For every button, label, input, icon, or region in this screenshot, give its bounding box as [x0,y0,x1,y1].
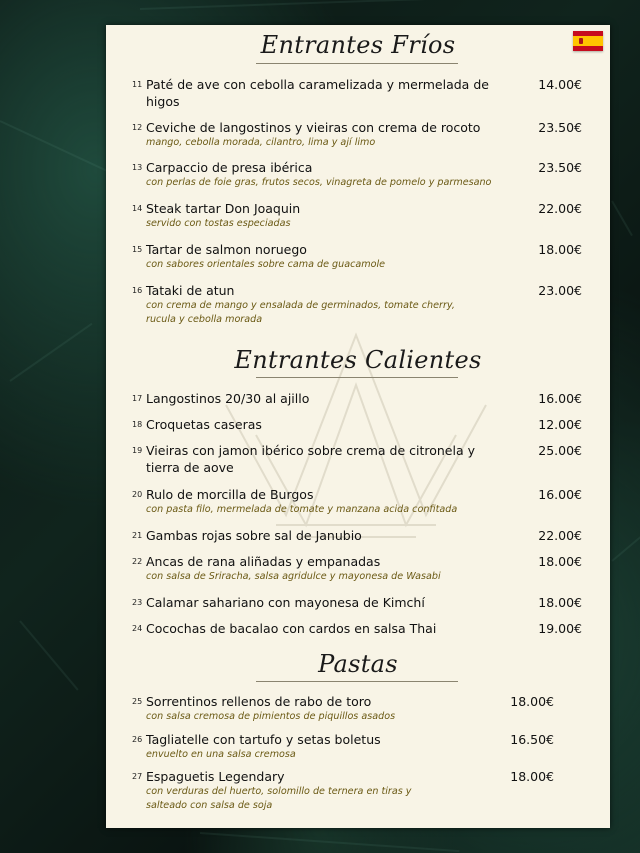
item-price: 18.00€ [538,242,582,257]
item-price: 23.50€ [538,160,582,175]
item-price: 16.00€ [538,487,582,502]
item-name: Paté de ave con cebolla caramelizada y mermelada de higos [146,77,489,109]
item-price: 16.00€ [538,391,582,406]
item-price: 25.00€ [538,443,582,458]
item-number: 25 [132,697,143,706]
item-price: 22.00€ [538,201,582,216]
item-name: Croquetas caseras [146,417,262,432]
item-price: 19.00€ [538,621,582,636]
item-number: 20 [132,490,143,499]
item-name: Tartar de salmon noruego [146,242,307,257]
item-price: 16.50€ [510,732,554,747]
marble-vein [140,0,440,10]
item-description: servido con tostas especiadas [146,218,291,229]
item-number: 24 [132,624,143,633]
title-underline [256,377,458,378]
item-number: 21 [132,531,143,540]
item-number: 14 [132,204,143,213]
item-price: 18.00€ [510,694,554,709]
item-description: con verduras del huerto, solomillo de ternera en tiras y salteado con salsa de soja [146,786,412,811]
item-number: 23 [132,598,143,607]
item-price: 18.00€ [538,554,582,569]
marble-vein [611,535,640,562]
section-title-entrantes-frios: Entrantes Fríos [260,31,456,59]
marble-vein [0,120,109,173]
item-name: Carpaccio de presa ibérica [146,160,313,175]
item-number: 27 [132,772,143,781]
item-description: con perlas de foie gras, frutos secos, vinagreta de pomelo y parmesano [146,177,492,188]
item-price: 22.00€ [538,528,582,543]
item-number: 19 [132,446,143,455]
item-price: 12.00€ [538,417,582,432]
item-price: 14.00€ [538,77,582,92]
item-description: con salsa de Sriracha, salsa agridulce y mayonesa de Wasabi [146,571,441,582]
item-description: mango, cebolla morada, cilantro, lima y ají limo [146,137,376,148]
item-number: 13 [132,163,143,172]
section-title-pastas: Pastas [318,650,398,678]
item-description: con crema de mango y ensalada de germinados, tomate cherry, rucula y cebolla morada [146,300,455,325]
marble-vein [9,323,92,382]
marble-vein [611,201,633,237]
item-number: 16 [132,286,143,295]
item-number: 12 [132,123,143,132]
item-name: Gambas rojas sobre sal de Janubio [146,528,362,543]
title-underline [256,63,458,64]
item-price: 23.50€ [538,120,582,135]
marble-vein [200,832,460,852]
marble-vein [19,620,78,690]
item-description: con pasta filo, mermelada de tomate y manzana acida confitada [146,504,458,515]
section-title-entrantes-calientes: Entrantes Calientes [234,346,482,374]
item-number: 11 [132,80,143,89]
item-name: Calamar sahariano con mayonesa de Kimchí [146,595,425,610]
item-description: con sabores orientales sobre cama de guacamole [146,259,386,270]
item-description: con salsa cremosa de pimientos de piquillos asados [146,711,396,722]
item-name: Espaguetis Legendary [146,769,285,784]
item-name: Tataki de atun [146,283,235,298]
item-name: Ancas de rana aliñadas y empanadas [146,554,381,569]
item-price: 18.00€ [510,769,554,784]
item-name: Sorrentinos rellenos de rabo de toro [146,694,372,709]
item-price: 18.00€ [538,595,582,610]
item-number: 17 [132,394,143,403]
item-number: 26 [132,735,143,744]
item-description: envuelto en una salsa cremosa [146,749,296,760]
item-price: 23.00€ [538,283,582,298]
item-number: 18 [132,420,143,429]
item-name: Tagliatelle con tartufo y setas boletus [146,732,381,747]
item-number: 22 [132,557,143,566]
item-name: Cocochas de bacalao con cardos en salsa Thai [146,621,437,636]
item-name: Vieiras con jamon ibérico sobre crema de citronela y tierra de aove [146,443,476,475]
menu-page [106,25,610,828]
item-name: Steak tartar Don Joaquin [146,201,301,216]
title-underline [256,681,458,682]
item-name: Rulo de morcilla de Burgos [146,487,314,502]
item-name: Langostinos 20/30 al ajillo [146,391,310,406]
item-number: 15 [132,245,143,254]
item-name: Ceviche de langostinos y vieiras con crema de rocoto [146,120,481,135]
